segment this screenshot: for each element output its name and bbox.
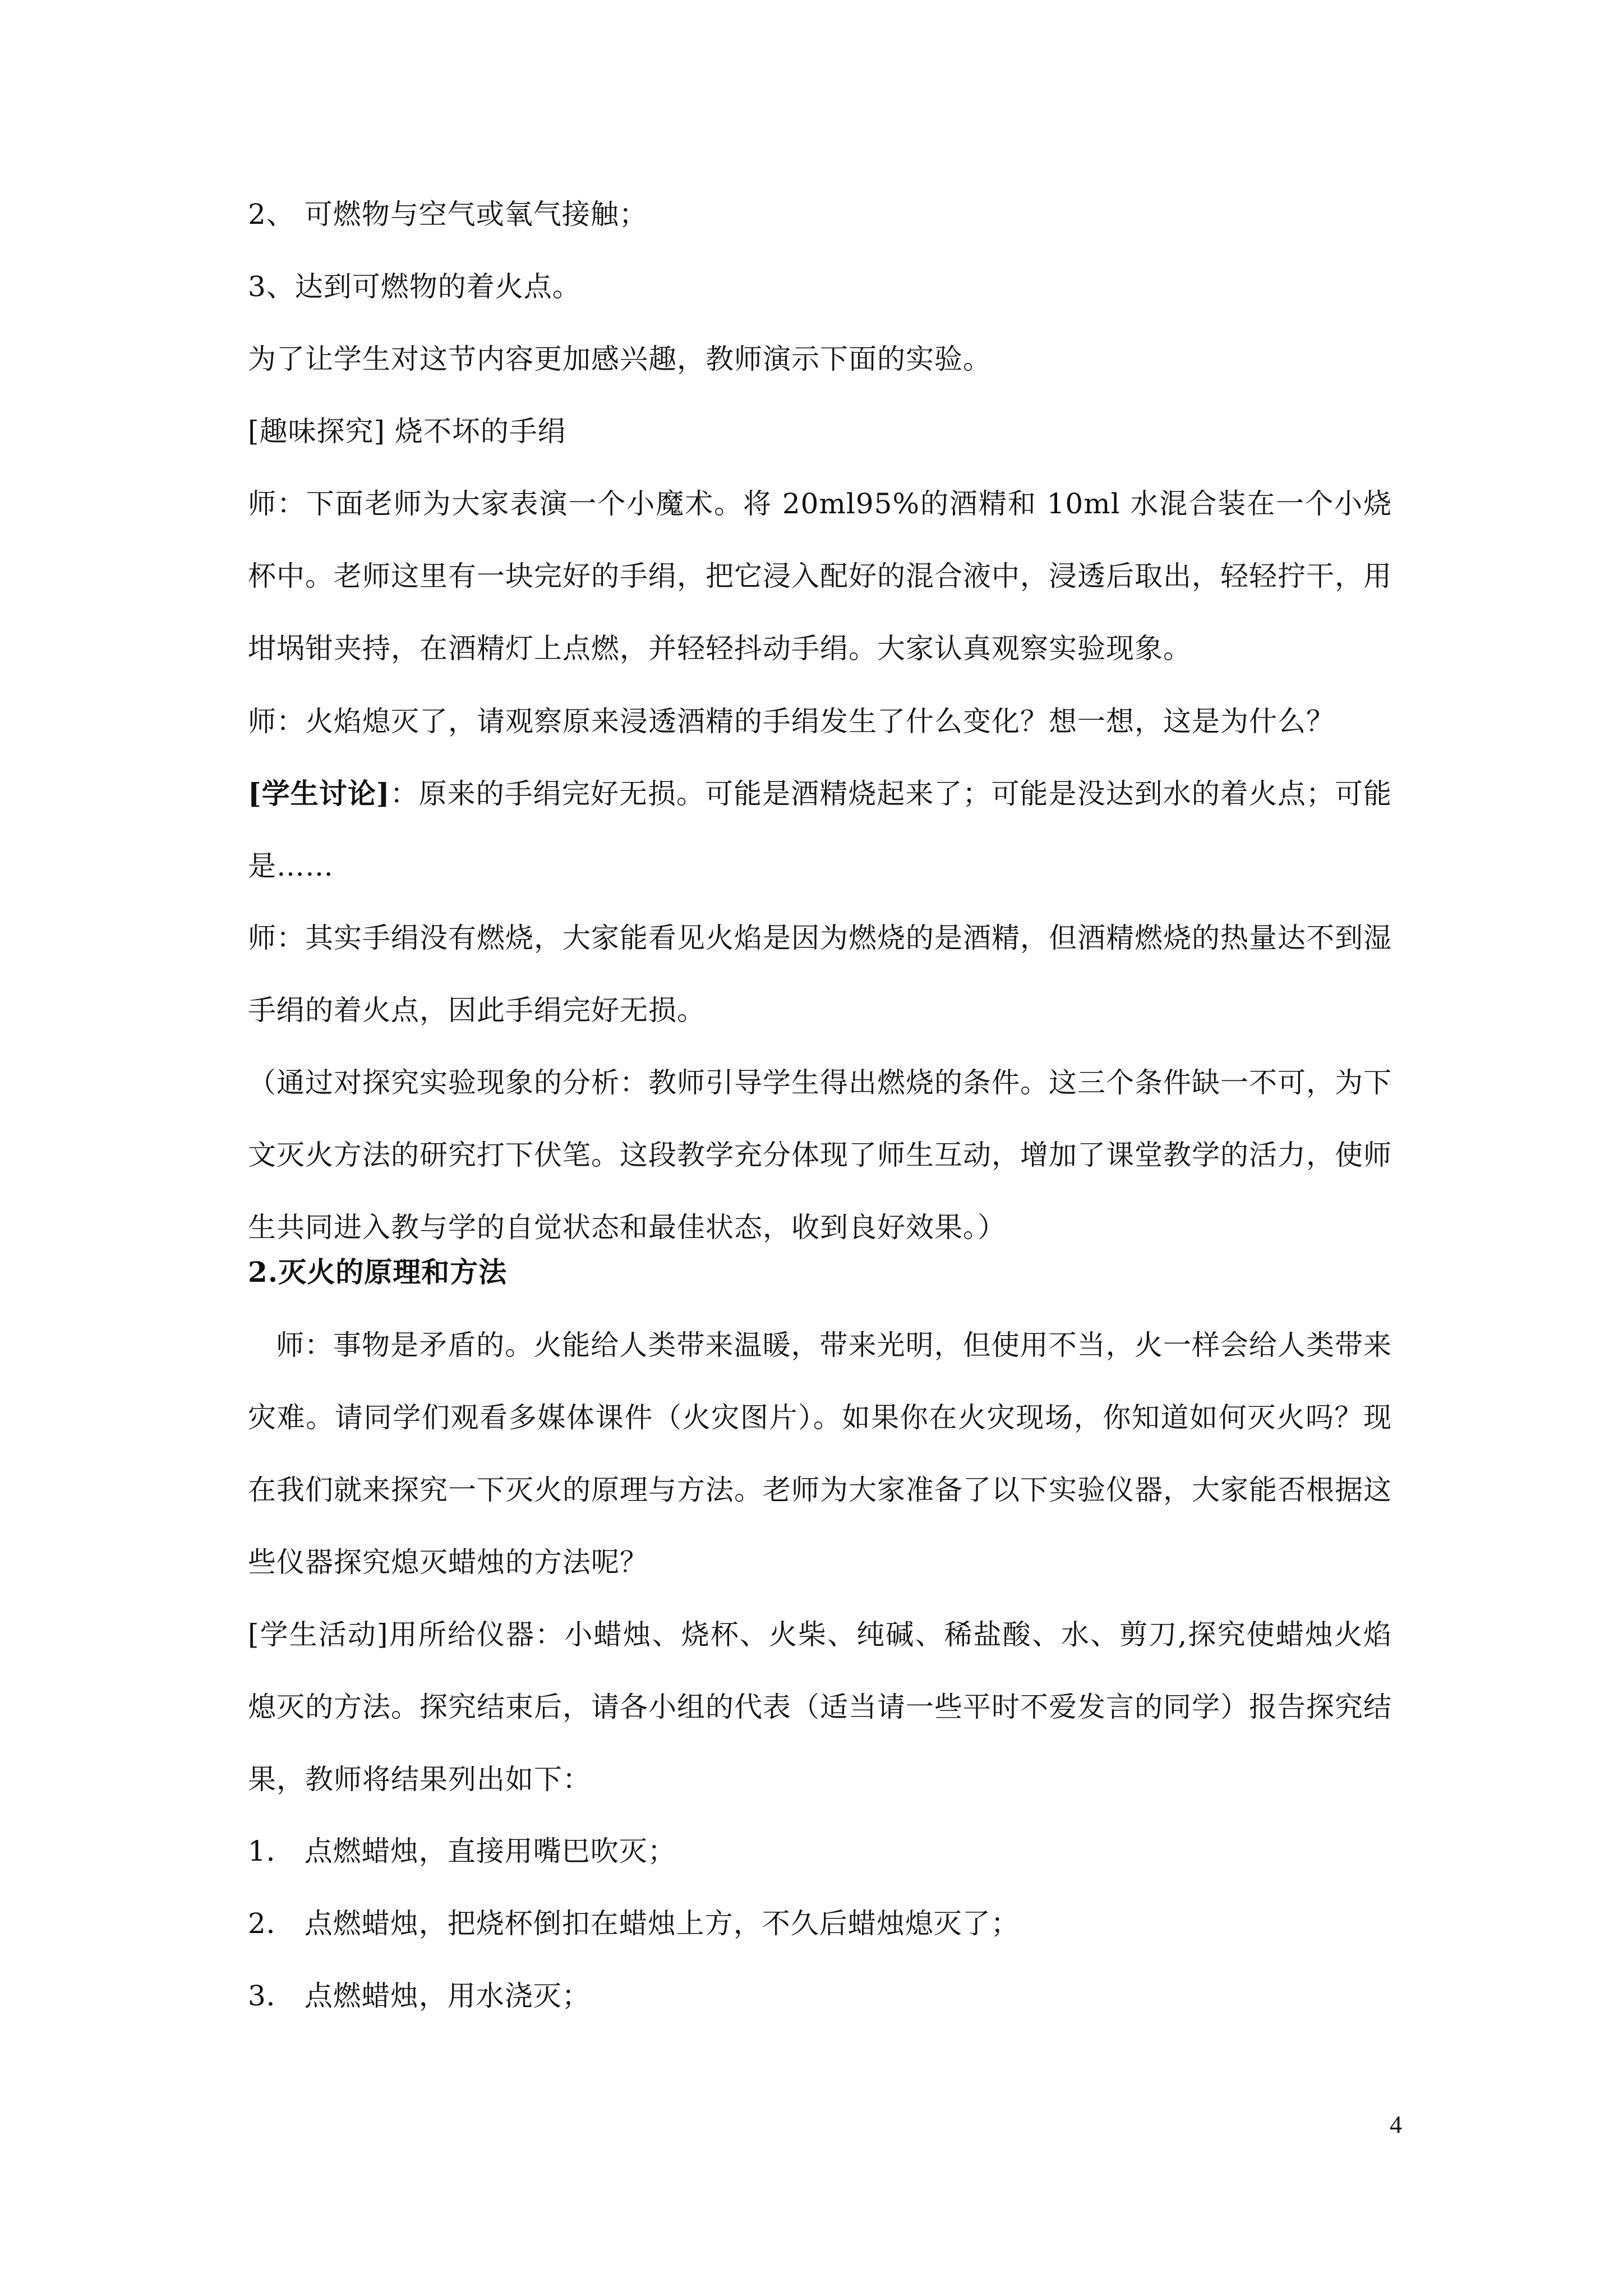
magic-trick-paragraph: 师：下面老师为大家表演一个小魔术。将 20ml95%的酒精和 10ml 水混合装在一个小烧杯中。老师这里有一块完好的手绢，把它浸入配好的混合液中，浸透后取出，轻轻拧干，用坩埚钳夹持，在酒精灯上点燃，并轻轻抖动手绢。大家认真观察实验现象。: [248, 487, 1392, 665]
teacher-question-line: 师：火焰熄灭了，请观察原来浸透酒精的手绢发生了什么变化？想一想，这是为什么？: [248, 705, 1335, 738]
condition-3-line: 3、达到可燃物的着火点。: [248, 270, 581, 303]
intro-line: 为了让学生对这节内容更加感兴趣，教师演示下面的实验。: [248, 343, 992, 375]
student-activity-paragraph: [学生活动]用所给仪器：小蜡烛、烧杯、火柴、纯碱、稀盐酸、水、剪刀,探究使蜡烛火焰熄灭的方法。探究结束后，请各小组的代表（适当请一些平时不爱发言的同学）报告探究结果，教师将结果列出如下：: [248, 1618, 1392, 1796]
fire-extinguish-paragraph: 师：事物是矛盾的。火能给人类带来温暖，带来光明，但使用不当，火一样会给人类带来灾难。请同学们观看多媒体课件（火灾图片）。如果你在火灾现场，你知道如何灭火吗？现在我们就来探究一下灭火的原理与方法。老师为大家准备了以下实验仪器，大家能否根据这些仪器探究熄灭蜡烛的方法呢？: [248, 1329, 1392, 1579]
student-discussion-paragraph: [248, 757, 1392, 903]
student-discussion-text: ：原来的手绢完好无损。可能是酒精烧起来了；可能是没达到水的着火点；可能是……: [248, 777, 1392, 882]
result-item-1: 1． 点燃蜡烛，直接用嘴巴吹灭；: [248, 1835, 676, 1867]
result-item-2: 2． 点燃蜡烛，把烧杯倒扣在蜡烛上方，不久后蜡烛熄灭了；: [248, 1907, 1020, 1940]
teacher-explanation-paragraph: 师：其实手绢没有燃烧，大家能看见火焰是因为燃烧的是酒精，但酒精燃烧的热量达不到湿手绢的着火点，因此手绢完好无损。: [248, 922, 1392, 1027]
student-discussion-label: [学生讨论]: [248, 777, 390, 810]
section-heading: 2.灭火的原理和方法: [248, 1255, 508, 1289]
condition-2-line: 2、 可燃物与空气或氧气接触；: [248, 198, 648, 231]
page-number: 4: [1390, 2111, 1402, 2138]
result-item-3: 3． 点燃蜡烛，用水浇灭；: [248, 1980, 591, 2012]
fun-inquiry-heading: [趣味探究] 烧不坏的手绢: [248, 415, 566, 448]
teaching-note-paragraph: （通过对探究实验现象的分析：教师引导学生得出燃烧的条件。这三个条件缺一不可，为下文灭火方法的研究打下伏笔。这段教学充分体现了师生互动，增加了课堂教学的活力，使师生共同进入教与学的自觉状态和最佳状态，收到良好效果。）: [248, 1066, 1392, 1244]
